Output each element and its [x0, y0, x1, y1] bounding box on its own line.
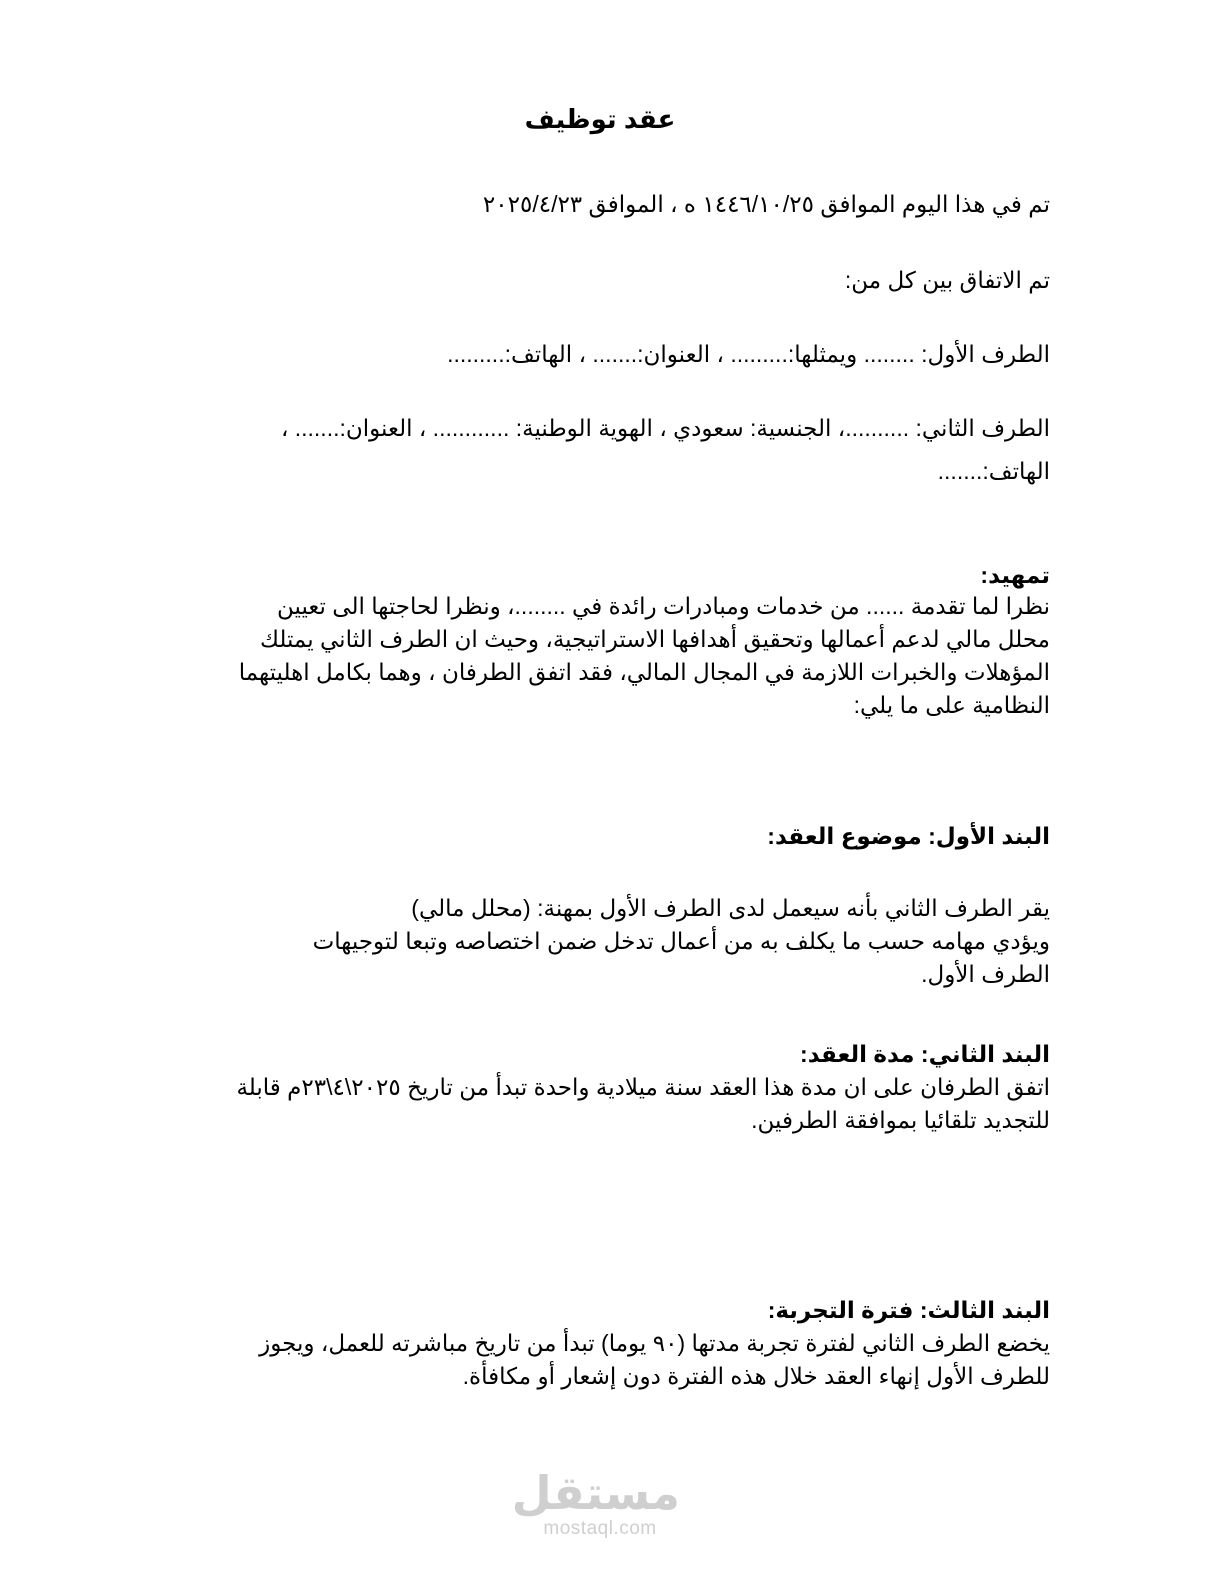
agreement-line: تم الاتفاق بين كل من:: [844, 267, 1050, 293]
clause3-section: [150, 1294, 1050, 1393]
clause2-line: اتفق الطرفان على ان مدة هذا العقد سنة ميلادية واحدة تبدأ من تاريخ ٢٠٢٥\٤\٢٣م قابلة: [236, 1074, 1050, 1100]
preamble-line: النظامية على ما يلي:: [853, 692, 1050, 718]
first-party-line: الطرف الأول: ........ ويمثلها:......... ، العنوان:....... ، الهاتف:.........: [447, 341, 1050, 367]
preamble-heading: تمهيد:: [980, 562, 1050, 588]
clause2-line: للتجديد تلقائيا بموافقة الطرفين.: [751, 1107, 1050, 1133]
preamble-line: محلل مالي لدعم أعمالها وتحقيق أهدافها الاستراتيجية، وحيث ان الطرف الثاني يمتلك: [259, 626, 1050, 652]
document-title: عقد توظيف: [524, 104, 676, 134]
clause1-heading: البند الأول: موضوع العقد:: [767, 823, 1050, 849]
second-party-block: [150, 412, 1050, 488]
clause1-line: الطرف الأول.: [921, 961, 1050, 987]
clause3-line: للطرف الأول إنهاء العقد خلال هذه الفترة دون إشعار أو مكافأة.: [462, 1363, 1050, 1389]
preamble-line: المؤهلات والخبرات اللازمة في المجال المالي، فقد اتفق الطرفان ، وهما بكامل اهليتهما: [238, 659, 1050, 685]
preamble-line: نظرا لما تقدمة ...... من خدمات ومبادرات رائدة في ........، ونظرا لحاجتها الى تعيين: [277, 593, 1050, 619]
preamble-section: [150, 560, 1050, 722]
second-party-line-2: الهاتف:.......: [937, 458, 1050, 484]
clause2-heading: البند الثاني: مدة العقد:: [800, 1041, 1050, 1067]
clause2-section: [150, 1038, 1050, 1137]
clause1-body: [150, 892, 1050, 991]
clause3-heading: البند الثالث: فترة التجربة:: [767, 1297, 1050, 1323]
mostaql-url: mostaql.com: [543, 1518, 657, 1539]
clause1-line: ويؤدي مهامه حسب ما يكلف به من أعمال تدخل ضمن اختصاصه وتبعا لتوجيهات: [312, 928, 1050, 954]
clause3-line: يخضع الطرف الثاني لفترة تجربة مدتها (٩٠ يوما) تبدأ من تاريخ مباشرته للعمل، ويجوز: [259, 1330, 1050, 1356]
date-line: تم في هذا اليوم الموافق ١٤٤٦/١٠/٢٥ ه ، الموافق ٢٠٢٥/٤/٢٣: [482, 191, 1050, 217]
clause1-line: يقر الطرف الثاني بأنه سيعمل لدى الطرف الأول بمهنة: (محلل مالي): [411, 895, 1050, 921]
mostaql-logo: مستقل: [511, 1467, 680, 1519]
second-party-line-1: الطرف الثاني: ..........، الجنسية: سعودي ، الهوية الوطنية: ............ ، العنوان:....... ،: [280, 415, 1050, 441]
mostaql-watermark: [511, 1467, 680, 1540]
